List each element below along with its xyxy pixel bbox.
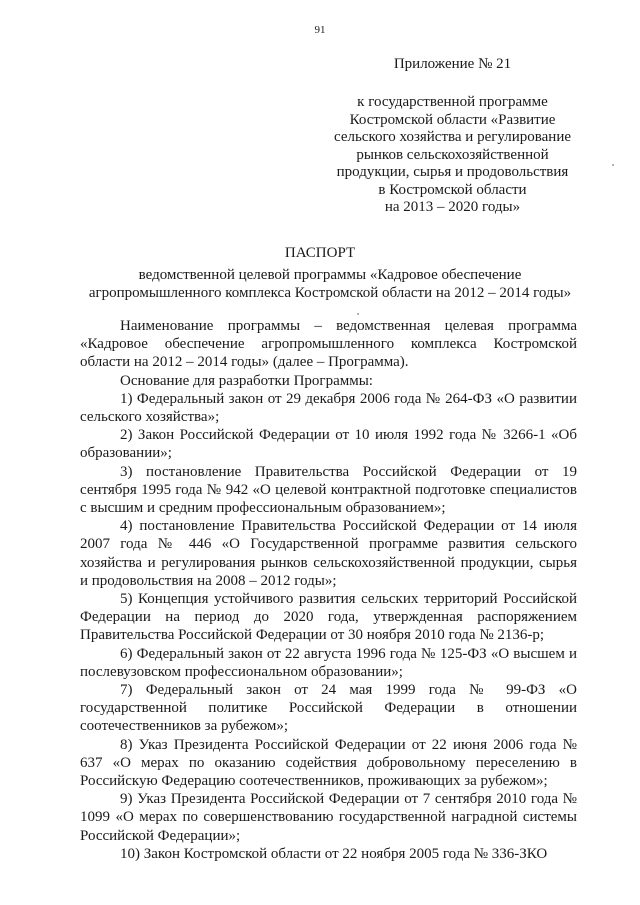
paragraph-item: 4) постановление Правительства Российской Федерации от 14 июля 2007 года № 446 «О Государственной программе развития сельского хозяйства и регулирования рынков сельскохозяйственной продукции, сырья и продовольствия на 2008 – 2012 годы»; <box>80 518 577 589</box>
appendix-line: Костромской области «Развитие <box>349 111 556 128</box>
appendix-title: Приложение № 21 <box>393 56 512 72</box>
paragraph-item: 5) Концепция устойчивого развития сельских территорий Российской Федерации на период до 2020 года, утвержденная распоряжением Правительства Российской Федерации от 30 ноября 2010 года № 2136-р; <box>80 591 577 644</box>
paragraph-item: 1) Федеральный закон от 29 декабря 2006 года № 264-ФЗ «О развитии сельского хозяйства»; <box>80 390 577 426</box>
paragraph-item: 6) Федеральный закон от 22 августа 1996 года № 125-ФЗ «О высшем и послевузовском профессиональном образовании»; <box>80 645 577 680</box>
appendix-line: сельского хозяйства и регулирование <box>333 129 572 145</box>
document-body <box>80 317 577 863</box>
scan-speck <box>357 313 359 315</box>
passport-subtitle <box>80 266 580 302</box>
paragraph-item: 2) Закон Российской Федерации от 10 июля 1992 года № 3266-1 «Об образовании»; <box>80 427 577 462</box>
passport-title: ПАСПОРТ <box>284 245 356 261</box>
paragraph-program-name: Наименование программы – ведомственная целевая программа «Кадровое обеспечение агропромышленного комплекса Костромской области на 2012 – 2014 годы» (далее – Программа). <box>80 318 577 371</box>
paragraph-item: 10) Закон Костромской области от 22 ноября 2005 года № 336-ЗКО <box>120 845 548 862</box>
paragraph-item: 8) Указ Президента Российской Федерации от 22 июня 2006 года № 637 «О мерах по оказанию содействия добровольному переселению в Российскую Федерацию соотечественников, проживающих за рубежом»; <box>80 736 577 790</box>
subtitle-line: агропромышленного комплекса Костромской области на 2012 – 2014 годы» <box>88 285 572 301</box>
appendix-line: к государственной программе <box>357 94 548 110</box>
paragraph-basis-heading: Основание для разработки Программы: <box>120 372 373 389</box>
appendix-line: продукции, сырья и продовольствия <box>336 164 569 180</box>
paragraph-item: 3) постановление Правительства Российской Федерации от 19 сентября 1995 года № 942 «О целевой контрактной подготовке специалистов с высшим и средним профессиональным образованием»; <box>80 463 577 517</box>
appendix-line: в Костромской области <box>378 181 527 198</box>
subtitle-line: ведомственной целевой программы «Кадровое обеспечение <box>138 267 522 283</box>
paragraph-item: 7) Федеральный закон от 24 мая 1999 года № 99-ФЗ «О государственной политике Российской Федерации в отношении соотечественников за рубежом»; <box>80 682 577 735</box>
page-number: 91 <box>314 24 326 36</box>
appendix-block <box>330 94 575 217</box>
scan-speck <box>612 164 614 166</box>
paragraph-item: 9) Указ Президента Российской Федерации от 7 сентября 2010 года № 1099 «О мерах по совершенствованию государственной наградной системы Российской Федерации»; <box>80 791 577 844</box>
appendix-line: рынков сельскохозяйственной <box>356 146 549 163</box>
appendix-line: на 2013 – 2020 годы» <box>384 199 521 215</box>
